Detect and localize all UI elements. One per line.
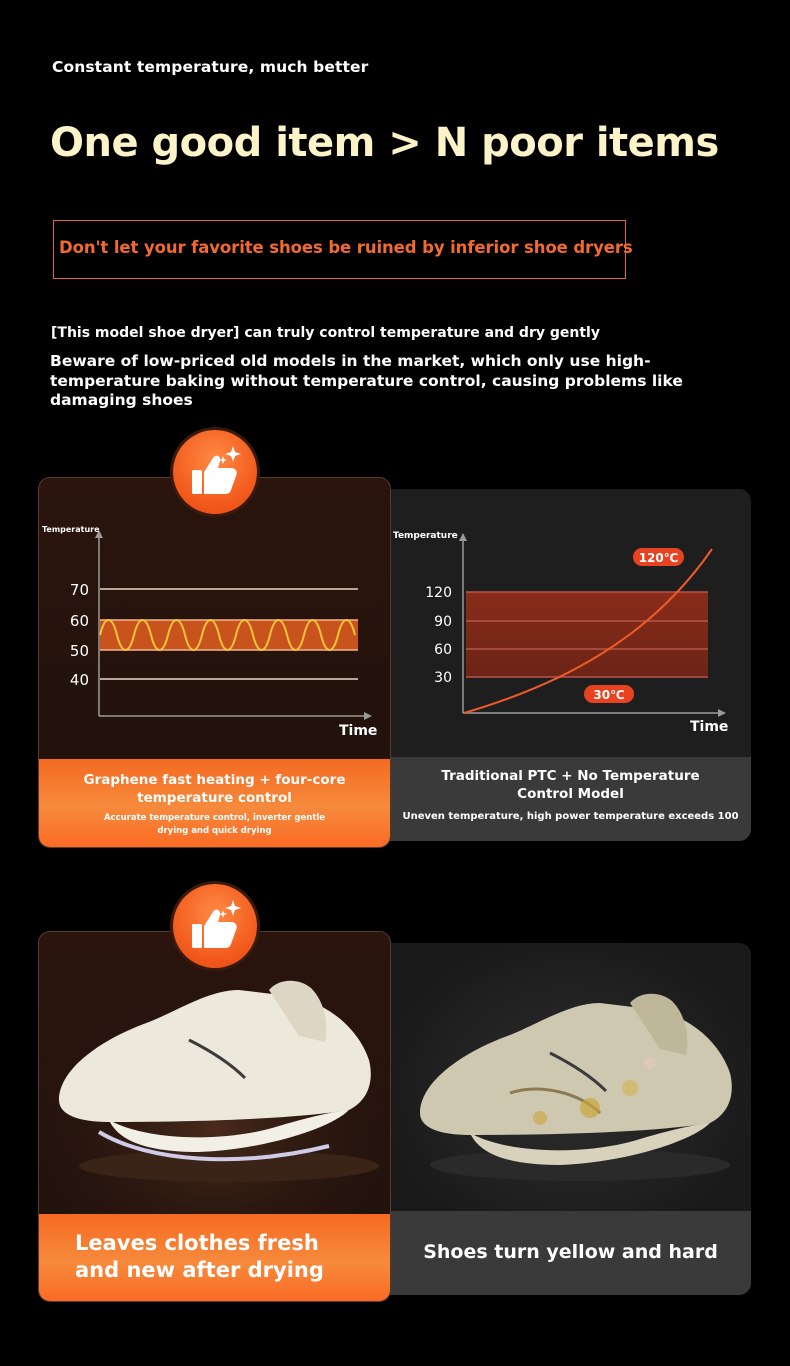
comparison-right-caption: [390, 1211, 751, 1295]
intro-paragraph: Beware of low-priced old models in the market, which only use high-temperature baking without temperature control, causing problems like damaging shoes: [50, 352, 683, 409]
callout-low: 30℃: [593, 688, 625, 702]
y-tick-label: 30: [434, 670, 452, 686]
chart-band: [100, 620, 358, 650]
y-tick-label: 90: [434, 614, 452, 630]
callout-high: 120℃: [638, 551, 679, 565]
y-tick-label: 50: [69, 642, 89, 660]
ptc-temperature-chart: [390, 489, 751, 757]
comparison-left-caption: [39, 759, 390, 847]
intro-line: [This model shoe dryer] can truly control temperature and dry gently: [51, 325, 600, 341]
y-tick-label: 60: [434, 642, 452, 658]
x-axis-arrow: [718, 709, 726, 717]
caption-subtitle: Uneven temperature, high power temperature exceeds 100: [402, 811, 739, 822]
y-axis-label: Temperature: [393, 531, 458, 541]
comparison-right-caption: [390, 757, 751, 841]
graphene-temperature-chart: [39, 478, 389, 758]
clean-shoes-image: [39, 932, 389, 1214]
x-axis-label: Time: [339, 723, 378, 739]
caption-title: Graphene fast heating + four-core temperature control: [83, 772, 346, 806]
comparison-right-panel-chart: [390, 489, 751, 841]
thumbs-up-sparkle-icon: [173, 884, 257, 968]
kicker-text: Constant temperature, much better: [52, 58, 369, 76]
y-axis-label: Temperature: [42, 525, 100, 534]
y-tick-label: 70: [69, 581, 89, 599]
y-tick-label: 120: [425, 585, 452, 601]
page-headline: One good item > N poor items: [50, 120, 719, 166]
chart-band: [466, 592, 708, 677]
yellowed-shoes-image: [390, 943, 751, 1211]
warning-box: [53, 220, 633, 279]
caption-subtitle: Accurate temperature control, inverter gentle drying and quick drying: [103, 813, 326, 836]
caption-title: Shoes turn yellow and hard: [423, 1241, 718, 1263]
x-axis-arrow: [364, 712, 372, 720]
caption-title: Traditional PTC + No Temperature Control Model: [441, 768, 700, 802]
comparison-left-panel-shoes: [38, 931, 391, 1302]
x-axis-label: Time: [690, 719, 729, 735]
comparison-left-caption: [39, 1214, 390, 1301]
y-tick-label: 40: [69, 671, 89, 689]
thumbs-up-sparkle-icon: [173, 430, 257, 514]
caption-title: Leaves clothes fresh and new after drying: [75, 1231, 324, 1282]
y-axis-arrow: [459, 533, 467, 541]
comparison-right-panel-shoes: [390, 943, 751, 1295]
comparison-left-panel-chart: [38, 477, 391, 848]
y-tick-label: 60: [69, 612, 89, 630]
warning-text: Don't let your favorite shoes be ruined by inferior shoe dryers: [59, 238, 633, 257]
